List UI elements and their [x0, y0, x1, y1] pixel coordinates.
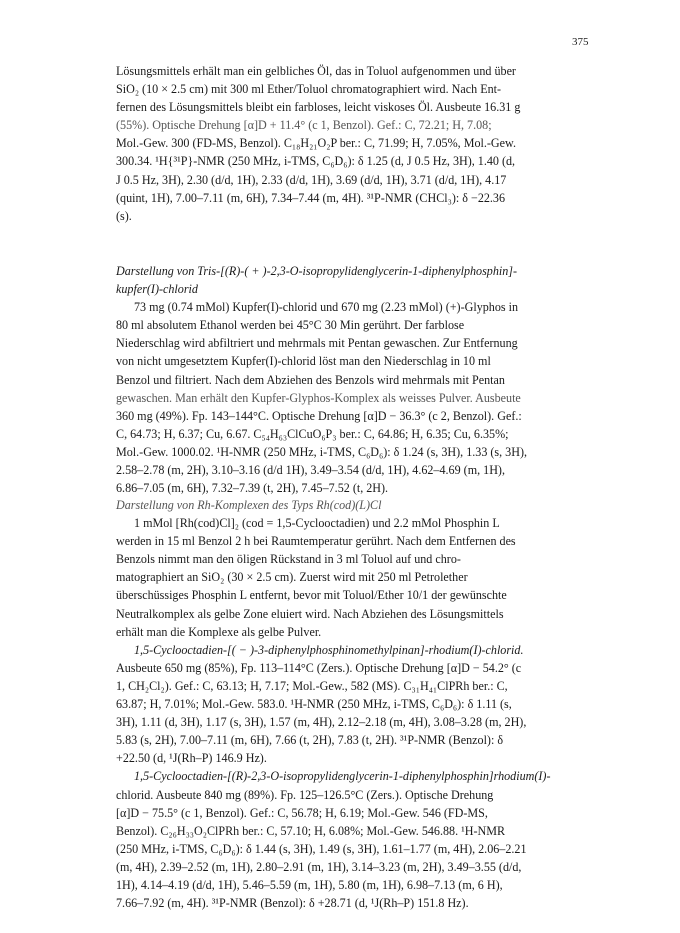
page-number: 375: [572, 36, 589, 48]
text-line: Benzols nimmt man den öligen Rückstand in 3 ml Toluol auf und chro-: [116, 552, 461, 567]
text-line: Benzol und filtriert. Nach dem Abziehen des Benzols wird mehrmals mit Pentan: [116, 372, 505, 387]
paragraph-top: [116, 62, 552, 225]
text-line: Neutralkomplex als gelbe Zone eluiert wird. Nach Abziehen des Lösungsmittels: [116, 606, 504, 621]
text-line: matographiert an SiO₂ (30 × 2.5 cm). Zuerst wird mit 250 ml Petrolether: [116, 570, 468, 585]
text-line: Ausbeute 650 mg (85%), Fp. 113–114°C (Zers.). Optische Drehung [α]D − 54.2° (c: [116, 660, 522, 675]
text-line: 80 ml absolutem Ethanol werden bei 45°C 30 Min gerührt. Der farblose: [116, 318, 465, 333]
section-heading: kupfer(I)-chlorid: [116, 282, 198, 297]
section-copper-complex: [116, 262, 552, 497]
text-line: Mol.-Gew. 300 (FD-MS, Benzol). C₁₈H₂₁O₂P ber.: C, 71.99; H, 7.05%, Mol.-Gew.: [116, 136, 516, 151]
text-line: (s).: [116, 208, 132, 223]
text-line: SiO₂ (10 × 2.5 cm) mit 300 ml Ether/Toluol chromatographiert wird. Nach Ent-: [116, 82, 502, 97]
text-line: erhält man die Komplexe als gelbe Pulver.: [116, 624, 322, 639]
text-line: (quint, 1H), 7.00–7.11 (m, 6H), 7.34–7.44 (m, 4H). ³¹P-NMR (CHCl₃): δ −22.36: [116, 190, 506, 205]
text-line: +22.50 (d, ¹J(Rh–P) 146.9 Hz).: [116, 751, 267, 766]
text-line: 6.86–7.05 (m, 6H), 7.32–7.39 (t, 2H), 7.45–7.52 (t, 2H).: [116, 481, 389, 496]
section-heading: Darstellung von Tris-[(R)-( + )-2,3-O-isopropylidenglycerin-1-diphenylphosphin]-: [116, 264, 518, 278]
section-rhodium-complexes: [116, 496, 552, 912]
text-line: fernen des Lösungsmittels bleibt ein farbloses, leicht viskoses Öl. Ausbeute 16.31 g: [116, 100, 521, 115]
text-line: (55%). Optische Drehung [α]D + 11.4° (c 1, Benzol). Gef.: C, 72.21; H, 7.08;: [116, 118, 492, 133]
text-line: Benzol). C₂₆H₃₃O₂ClPRh ber.: C, 57.10; H, 6.08%; Mol.-Gew. 546.88. ¹H-NMR: [116, 823, 506, 838]
text-line: Mol.-Gew. 1000.02. ¹H-NMR (250 MHz, i-TMS, C₆D₆): δ 1.24 (s, 3H), 1.33 (s, 3H),: [116, 444, 528, 459]
text-line: werden in 15 ml Benzol 2 h bei Raumtemperatur gerührt. Nach dem Entfernen des: [116, 534, 516, 549]
text-line: (m, 4H), 2.39–2.52 (m, 1H), 2.80–2.91 (m, 1H), 3.14–3.23 (m, 2H), 3.49–3.55 (d/d,: [116, 859, 522, 874]
text-line: 63.87; H, 7.01%; Mol.-Gew. 583.0. ¹H-NMR (250 MHz, i-TMS, C₆D₆): δ 1.11 (s,: [116, 697, 512, 712]
text-line: J 0.5 Hz, 3H), 2.30 (d/d, 1H), 2.33 (d/d, 1H), 3.69 (d/d, 1H), 3.71 (d/d, 1H), 4.17: [116, 172, 507, 187]
compound-title: 1,5-Cyclooctadien-[(R)-2,3-O-isopropylidenglycerin-1-diphenylphosphin]rhodium(I)-: [134, 769, 551, 784]
text-line: 300.34. ¹H{³¹P}-NMR (250 MHz, i-TMS, C₆D₆): δ 1.25 (d, J 0.5 Hz, 3H), 1.40 (d,: [116, 154, 516, 169]
text-line: Niederschlag wird abfiltriert und mehrmals mit Pentan gewaschen. Zur Entfernung: [116, 336, 518, 351]
text-line: (250 MHz, i-TMS, C₆D₆): δ 1.44 (s, 3H), 1.49 (s, 3H), 1.61–1.77 (m, 4H), 2.06–2.21: [116, 841, 527, 856]
text-line: chlorid. Ausbeute 840 mg (89%). Fp. 125–126.5°C (Zers.). Optische Drehung: [116, 787, 494, 802]
text-line: C, 64.73; H, 6.37; Cu, 6.67. C₅₄H₆₃ClCuO₆P₃ ber.: C, 64.86; H, 6.35; Cu, 6.35%;: [116, 426, 509, 441]
text-line: 3H), 1.11 (d, 3H), 1.17 (s, 3H), 1.57 (m, 4H), 2.12–2.18 (m, 4H), 3.08–3.28 (m, 2H),: [116, 715, 527, 730]
text-line: gewaschen. Man erhält den Kupfer-Glyphos-Komplex als weisses Pulver. Ausbeute: [116, 390, 521, 405]
text-line: 7.66–7.92 (m, 4H). ³¹P-NMR (Benzol): δ +28.71 (d, ¹J(Rh–P) 151.8 Hz).: [116, 896, 469, 911]
text-line: 73 mg (0.74 mMol) Kupfer(I)-chlorid und 670 mg (2.23 mMol) (+)-Glyphos in: [134, 300, 519, 315]
text-line: 360 mg (49%). Fp. 143–144°C. Optische Drehung [α]D − 36.3° (c 2, Benzol). Gef.:: [116, 408, 522, 423]
text-line: Lösungsmittels erhält man ein gelbliches Öl, das in Toluol aufgenommen und über: [116, 64, 516, 78]
text-line: 5.83 (s, 2H), 7.00–7.11 (m, 6H), 7.66 (t, 2H), 7.83 (t, 2H). ³¹P-NMR (Benzol): δ: [116, 733, 504, 748]
text-line: [α]D − 75.5° (c 1, Benzol). Gef.: C, 56.78; H, 6.19; Mol.-Gew. 546 (FD-MS,: [116, 805, 488, 820]
text-line: 1, CH₂Cl₂). Gef.: C, 63.13; H, 7.17; Mol.-Gew., 582 (MS). C₃₁H₄₁ClPRh ber.: C,: [116, 678, 508, 693]
compound-title: 1,5-Cyclooctadien-[( − )-3-diphenylphosphinomethylpinan]-rhodium(I)-chlorid.: [134, 642, 524, 657]
text-line: von nicht umgesetztem Kupfer(I)-chlorid löst man den Niederschlag in 10 ml: [116, 354, 491, 369]
section-heading: Darstellung von Rh-Komplexen des Typs Rh(cod)(L)Cl: [116, 498, 382, 512]
text-line: 1 mMol [Rh(cod)Cl]₂ (cod = 1,5-Cyclooctadien) und 2.2 mMol Phosphin L: [134, 516, 500, 531]
text-line: überschüssiges Phosphin L entfernt, bevor mit Toluol/Ether 10/1 der gewünschte: [116, 588, 507, 603]
text-line: 1H), 4.14–4.19 (d/d, 1H), 5.46–5.59 (m, 1H), 5.80 (m, 1H), 6.98–7.13 (m, 6 H),: [116, 877, 503, 892]
text-line: 2.58–2.78 (m, 2H), 3.10–3.16 (d/d 1H), 3.49–3.54 (d/d, 1H), 4.62–4.69 (m, 1H),: [116, 463, 505, 478]
